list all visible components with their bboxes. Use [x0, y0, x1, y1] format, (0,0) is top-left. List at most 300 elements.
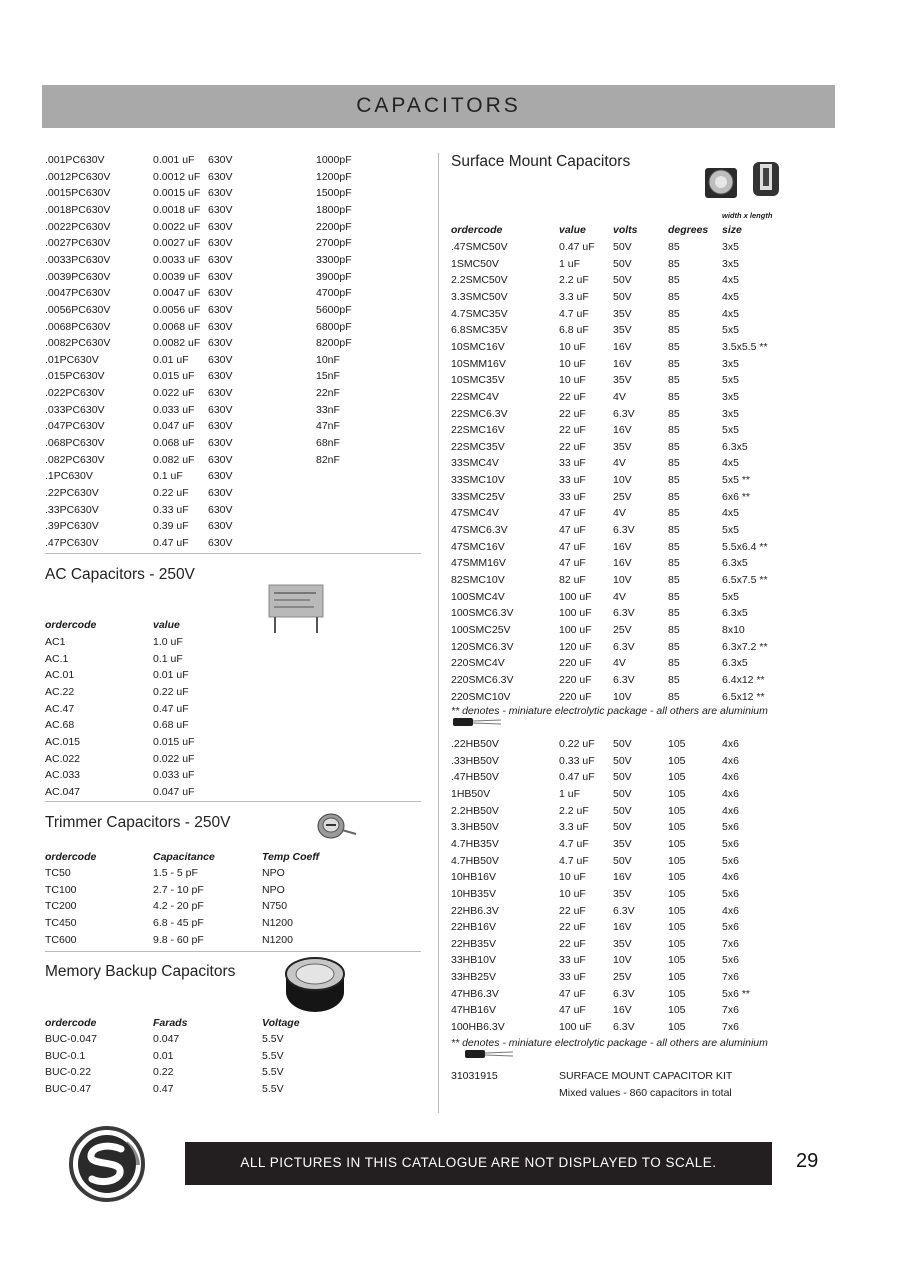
pc630-row-cell: 0.01 uF	[153, 353, 189, 366]
hb-row-cell: 105	[668, 954, 686, 967]
hb-row-cell: 16V	[613, 921, 632, 934]
smd-row-cell: 5x5 **	[722, 474, 751, 487]
hb-row-cell: 5x6	[722, 837, 739, 850]
column-header: ordercode	[45, 1017, 97, 1029]
hb-row-cell: 16V	[613, 871, 632, 884]
smd-row-cell: 220SMC10V	[451, 690, 511, 703]
smd-row-cell: 85	[668, 690, 680, 703]
smd-row-cell: 85	[668, 524, 680, 537]
pc630-row-cell: 4700pF	[316, 287, 352, 300]
hb-row-cell: 105	[668, 754, 686, 767]
hb-row-cell: 3.3 uF	[559, 821, 589, 834]
smd-row-cell: 47 uF	[559, 540, 586, 553]
ac-row-cell: AC.1	[45, 652, 69, 665]
hb-row-cell: 4.7HB50V	[451, 854, 499, 867]
pc630-row-cell: 0.0015 uF	[153, 187, 201, 200]
hb-row-cell: 50V	[613, 787, 632, 800]
pc630-row-cell: 0.0082 uF	[153, 337, 201, 350]
footer-bar	[185, 1142, 772, 1185]
column-header: size	[722, 224, 742, 236]
smd-row-cell: 5x5	[722, 590, 739, 603]
memory-row-cell: 5.5V	[262, 1082, 284, 1095]
smd-row-cell: 3x5	[722, 357, 739, 370]
pc630-row-cell: 630V	[208, 303, 233, 316]
pc630-row-cell: 0.22 uF	[153, 487, 189, 499]
pc630-row-cell: 0.0033 uF	[153, 253, 201, 266]
smd-row-cell: 6.5x7.5 **	[722, 574, 768, 586]
kit-description: Mixed values - 860 capacitors in total	[559, 1087, 732, 1099]
hb-row-cell: 105	[668, 804, 686, 817]
hb-row-cell: 10V	[613, 954, 632, 967]
smd-row-cell: 85	[668, 357, 680, 370]
smd-row-cell: 85	[668, 490, 680, 503]
hb-row-cell: 0.22 uF	[559, 738, 595, 750]
pc630-row-cell: 0.0018 uF	[153, 203, 201, 216]
hb-row-cell: 105	[668, 837, 686, 850]
ac-capacitor-image	[266, 583, 326, 635]
pc630-row-cell: 630V	[208, 387, 233, 400]
hb-row-cell: 50V	[613, 854, 632, 867]
memory-row-cell: BUC-0.047	[45, 1033, 97, 1045]
column-header: volts	[613, 224, 638, 236]
smd-row-cell: 50V	[613, 257, 632, 270]
memory-row-cell: 5.5V	[262, 1033, 284, 1045]
hb-row-cell: 100 uF	[559, 1021, 592, 1034]
smd-row-cell: 85	[668, 440, 680, 453]
hb-row-cell: 1HB50V	[451, 787, 491, 800]
smd-row-cell: 5x5	[722, 524, 739, 537]
hb-row-cell: 35V	[613, 937, 632, 950]
trimmer-row-cell: 1.5 - 5 pF	[153, 867, 198, 879]
pc630-row-cell: 630V	[208, 220, 233, 233]
hb-row-cell: 5x6	[722, 954, 739, 967]
pc630-row-cell: 630V	[208, 437, 233, 450]
hb-row-cell: 105	[668, 738, 686, 750]
pc630-row-cell: 0.0022 uF	[153, 220, 201, 233]
smd-row-cell: 3.5x5.5 **	[722, 340, 768, 353]
pc630-row-cell: 0.0068 uF	[153, 320, 201, 333]
smd-row-cell: 82 uF	[559, 574, 586, 586]
hb-row-cell: 33 uF	[559, 954, 586, 967]
smd-row-cell: 3x5	[722, 257, 739, 270]
smd-row-cell: 6.3x5	[722, 657, 748, 670]
hb-row-cell: 5x6	[722, 887, 739, 900]
pc630-row-cell: 33nF	[316, 403, 340, 416]
trimmer-row-cell: TC100	[45, 883, 77, 896]
hb-row-cell: 0.33 uF	[559, 754, 595, 767]
column-header: degrees	[668, 224, 709, 236]
smd-row-cell: 85	[668, 540, 680, 553]
pc630-row-cell: .022PC630V	[45, 387, 105, 400]
smd-row-cell: 85	[668, 457, 680, 470]
smd-row-cell: 50V	[613, 241, 632, 253]
ac-row-cell: AC.22	[45, 685, 75, 698]
smd-row-cell: 5.5x6.4 **	[722, 540, 768, 553]
ac-row-cell: AC.68	[45, 719, 75, 732]
smd-row-cell: 100 uF	[559, 607, 592, 620]
smd-row-cell: 2.2 uF	[559, 274, 589, 287]
smd-row-cell: 6.3x5	[722, 607, 748, 620]
hb-row-cell: 6.3V	[613, 1021, 635, 1034]
smd-row-cell: 220SMC4V	[451, 657, 505, 670]
smd-row-cell: 1 uF	[559, 257, 581, 270]
hb-row-cell: 5x6 **	[722, 987, 751, 1000]
smd-row-cell: 82SMC10V	[451, 574, 505, 586]
pc630-row-cell: 2700pF	[316, 237, 352, 250]
pc630-row-cell: 8200pF	[316, 337, 352, 350]
pc630-row-cell: 630V	[208, 503, 233, 516]
smd-row-cell: 6.4x12 **	[722, 673, 765, 686]
smd-row-cell: 33SMC25V	[451, 490, 505, 503]
section-title-memory: Memory Backup Capacitors	[45, 963, 236, 980]
smd-row-cell: 4V	[613, 457, 626, 470]
smd-row-cell: 35V	[613, 440, 632, 453]
pc630-row-cell: .0056PC630V	[45, 303, 111, 316]
hb-row-cell: 4x6	[722, 738, 739, 750]
column-header: value	[153, 619, 180, 631]
smd-row-cell: 85	[668, 590, 680, 603]
smd-row-cell: 6.3V	[613, 407, 635, 420]
hb-row-cell: 7x6	[722, 1004, 739, 1017]
hb-row-cell: 105	[668, 787, 686, 800]
smd-row-cell: 6.3V	[613, 673, 635, 686]
hb-row-cell: 47HB6.3V	[451, 987, 499, 1000]
smd-row-cell: 47 uF	[559, 524, 586, 537]
pc630-row-cell: 630V	[208, 237, 233, 250]
smd-row-cell: 6.8 uF	[559, 324, 589, 337]
pc630-row-cell: .0082PC630V	[45, 337, 111, 350]
smd-row-cell: 85	[668, 324, 680, 337]
pc630-row-cell: 22nF	[316, 387, 340, 400]
smd-row-cell: 85	[668, 507, 680, 520]
memory-backup-capacitor-image	[283, 956, 347, 1014]
hb-row-cell: 22 uF	[559, 904, 586, 917]
pc630-row-cell: 630V	[208, 370, 233, 383]
smd-row-cell: 8x10	[722, 623, 745, 636]
hb-row-cell: 7x6	[722, 1021, 739, 1034]
smd-row-cell: 10 uF	[559, 357, 586, 370]
smd-row-cell: 3.3SMC50V	[451, 290, 508, 303]
pc630-row-cell: .0012PC630V	[45, 170, 111, 183]
smd-row-cell: 2.2SMC50V	[451, 274, 508, 287]
smd-row-cell: 85	[668, 474, 680, 487]
pc630-row-cell: .1PC630V	[45, 470, 93, 483]
column-divider	[438, 153, 439, 1113]
pc630-row-cell: 0.082 uF	[153, 453, 195, 466]
hb-row-cell: 25V	[613, 971, 632, 984]
smd-row-cell: 220 uF	[559, 673, 592, 686]
pc630-row-cell: 15nF	[316, 370, 340, 383]
smd-row-cell: 35V	[613, 307, 632, 320]
smd-row-cell: 10SMC35V	[451, 374, 505, 387]
hb-row-cell: .22HB50V	[451, 738, 499, 750]
smd-row-cell: 4x5	[722, 457, 739, 470]
smd-row-cell: 22 uF	[559, 440, 586, 453]
hb-row-cell: 22HB35V	[451, 937, 496, 950]
pc630-row-cell: 5600pF	[316, 303, 352, 316]
kit-code: 31031915	[451, 1070, 498, 1082]
hb-row-cell: 4.7 uF	[559, 854, 589, 867]
smd-row-cell: 85	[668, 274, 680, 287]
smd-row-cell: 85	[668, 673, 680, 686]
pc630-row-cell: .0047PC630V	[45, 287, 111, 300]
smd-row-cell: 85	[668, 607, 680, 620]
memory-row-cell: 5.5V	[262, 1066, 284, 1079]
pc630-row-cell: 47nF	[316, 420, 340, 433]
smd-row-cell: 85	[668, 557, 680, 570]
smd-row-cell: 10 uF	[559, 374, 586, 387]
pc630-row-cell: .39PC630V	[45, 520, 99, 533]
smd-row-cell: 50V	[613, 274, 632, 287]
smd-row-cell: 25V	[613, 490, 632, 503]
pc630-row-cell: 0.047 uF	[153, 420, 195, 433]
smd-row-cell: 4x5	[722, 507, 739, 520]
hb-row-cell: 10 uF	[559, 871, 586, 884]
pc630-row-cell: 630V	[208, 187, 233, 200]
smd-row-cell: 47 uF	[559, 557, 586, 570]
ac-row-cell: 0.047 uF	[153, 785, 195, 798]
smd-row-cell: 6.8SMC35V	[451, 324, 508, 337]
electrolytic-capacitor-image	[452, 716, 502, 728]
hb-row-cell: 5x6	[722, 921, 739, 934]
smd-row-cell: 16V	[613, 540, 632, 553]
smd-row-cell: 22 uF	[559, 424, 586, 437]
hb-row-cell: 10HB35V	[451, 887, 496, 900]
package-note: ** denotes - miniature electrolytic package - all others are aluminium	[451, 705, 768, 717]
pc630-row-cell: 0.015 uF	[153, 370, 195, 383]
smd-row-cell: 6.3V	[613, 607, 635, 620]
electrolytic-capacitor-image-2	[464, 1048, 514, 1060]
smd-row-cell: 35V	[613, 374, 632, 387]
smd-row-cell: 5x5	[722, 324, 739, 337]
pc630-row-cell: 630V	[208, 453, 233, 466]
smd-row-cell: 33 uF	[559, 474, 586, 487]
hb-row-cell: 2.2HB50V	[451, 804, 499, 817]
pc630-row-cell: 630V	[208, 403, 233, 416]
pc630-row-cell: 630V	[208, 520, 233, 533]
trimmer-row-cell: N1200	[262, 916, 293, 929]
hb-row-cell: 35V	[613, 837, 632, 850]
pc630-row-cell: 0.39 uF	[153, 520, 189, 533]
smd-row-cell: 16V	[613, 557, 632, 570]
column-header: Voltage	[262, 1017, 300, 1029]
page-title: CAPACITORS	[356, 94, 521, 117]
pc630-row-cell: 0.1 uF	[153, 470, 183, 483]
pc630-row-cell: .047PC630V	[45, 420, 105, 433]
smd-row-cell: 6.3V	[613, 640, 635, 653]
smd-row-cell: 33 uF	[559, 490, 586, 503]
pc630-row-cell: 0.0027 uF	[153, 237, 201, 250]
hb-row-cell: 10HB16V	[451, 871, 496, 884]
hb-row-cell: 105	[668, 871, 686, 884]
hb-row-cell: 35V	[613, 887, 632, 900]
pc630-row-cell: .0033PC630V	[45, 253, 111, 266]
hb-row-cell: 105	[668, 971, 686, 984]
pc630-row-cell: 3900pF	[316, 270, 352, 283]
pc630-row-cell: 0.0039 uF	[153, 270, 201, 283]
smd-row-cell: 10V	[613, 474, 632, 487]
hb-row-cell: 4x6	[722, 787, 739, 800]
smd-row-cell: 10V	[613, 690, 632, 703]
smd-row-cell: 85	[668, 574, 680, 586]
smd-row-cell: 6.3x5	[722, 440, 748, 453]
ac-row-cell: 0.47 uF	[153, 702, 189, 715]
hb-row-cell: 47 uF	[559, 1004, 586, 1017]
memory-row-cell: BUC-0.47	[45, 1082, 92, 1095]
hb-row-cell: 16V	[613, 1004, 632, 1017]
hb-row-cell: 50V	[613, 771, 632, 784]
trimmer-capacitor-image	[314, 810, 358, 844]
smd-row-cell: 10 uF	[559, 340, 586, 353]
ac-row-cell: AC1	[45, 636, 66, 648]
pc630-row-cell: 630V	[208, 487, 233, 499]
pc630-row-cell: .01PC630V	[45, 353, 99, 366]
pc630-row-cell: 1000pF	[316, 154, 352, 166]
smd-row-cell: 33SMC10V	[451, 474, 505, 487]
smd-row-cell: 85	[668, 640, 680, 653]
trimmer-row-cell: NPO	[262, 867, 285, 879]
trimmer-row-cell: TC200	[45, 900, 77, 913]
smd-row-cell: 47SMC4V	[451, 507, 499, 520]
hb-row-cell: 105	[668, 887, 686, 900]
smd-row-cell: 47SMC16V	[451, 540, 505, 553]
smd-row-cell: 85	[668, 257, 680, 270]
pc630-row-cell: .0068PC630V	[45, 320, 111, 333]
smd-row-cell: 6.5x12 **	[722, 690, 765, 703]
hb-row-cell: 22HB16V	[451, 921, 496, 934]
hb-row-cell: 105	[668, 854, 686, 867]
column-header: ordercode	[45, 619, 97, 631]
smd-row-cell: 22 uF	[559, 390, 586, 403]
ac-row-cell: 0.033 uF	[153, 769, 195, 782]
pc630-row-cell: 0.33 uF	[153, 503, 189, 516]
pc630-row-cell: 630V	[208, 170, 233, 183]
pc630-row-cell: .082PC630V	[45, 453, 105, 466]
hb-row-cell: 22 uF	[559, 921, 586, 934]
smd-capacitor-image	[703, 160, 783, 202]
smd-row-cell: 5x5	[722, 424, 739, 437]
hb-row-cell: 6.3V	[613, 987, 635, 1000]
hb-row-cell: 3.3HB50V	[451, 821, 499, 834]
pc630-row-cell: 68nF	[316, 437, 340, 450]
hb-row-cell: 4x6	[722, 754, 739, 767]
pc630-row-cell: 1500pF	[316, 187, 352, 200]
smd-row-cell: 85	[668, 374, 680, 387]
pc630-row-cell: .22PC630V	[45, 487, 99, 499]
section-title-smd: Surface Mount Capacitors	[451, 153, 631, 170]
smd-row-cell: 4.7 uF	[559, 307, 589, 320]
brand-logo	[68, 1125, 150, 1203]
smd-row-cell: 220SMC6.3V	[451, 673, 514, 686]
smd-row-cell: 47SMM16V	[451, 557, 506, 570]
hb-row-cell: 4.7 uF	[559, 837, 589, 850]
hb-row-cell: 105	[668, 1021, 686, 1034]
hb-row-cell: 4x6	[722, 871, 739, 884]
trimmer-row-cell: 2.7 - 10 pF	[153, 883, 204, 896]
pc630-row-cell: 630V	[208, 337, 233, 350]
hb-row-cell: 33HB25V	[451, 971, 496, 984]
hb-row-cell: 105	[668, 921, 686, 934]
column-header: Capacitance	[153, 851, 215, 863]
ac-row-cell: AC.033	[45, 769, 81, 782]
smd-row-cell: 85	[668, 390, 680, 403]
hb-row-cell: 22HB6.3V	[451, 904, 499, 917]
smd-row-cell: 3x5	[722, 390, 739, 403]
section-divider	[45, 553, 421, 554]
hb-row-cell: 105	[668, 1004, 686, 1017]
memory-row-cell: BUC-0.22	[45, 1066, 92, 1079]
pc630-row-cell: 630V	[208, 420, 233, 433]
hb-row-cell: 0.47 uF	[559, 771, 595, 784]
hb-row-cell: 7x6	[722, 971, 739, 984]
pc630-row-cell: 0.47 uF	[153, 536, 189, 549]
smd-row-cell: 6.3x7.2 **	[722, 640, 768, 653]
hb-row-cell: 33HB10V	[451, 954, 496, 967]
pc630-row-cell: .33PC630V	[45, 503, 99, 516]
footer-disclaimer: ALL PICTURES IN THIS CATALOGUE ARE NOT DISPLAYED TO SCALE.	[240, 1155, 717, 1170]
ac-row-cell: 0.01 uF	[153, 669, 189, 682]
column-header: value	[559, 224, 586, 236]
trimmer-row-cell: TC50	[45, 867, 71, 879]
smd-row-cell: 4V	[613, 507, 626, 520]
ac-row-cell: 0.68 uF	[153, 719, 189, 732]
hb-row-cell: 2.2 uF	[559, 804, 589, 817]
smd-row-cell: 22SMC16V	[451, 424, 505, 437]
smd-row-cell: 10V	[613, 574, 632, 586]
smd-row-cell: 50V	[613, 290, 632, 303]
smd-row-cell: 85	[668, 290, 680, 303]
section-divider	[45, 801, 421, 802]
smd-row-cell: 10SMC16V	[451, 340, 505, 353]
trimmer-row-cell: TC450	[45, 916, 77, 929]
trimmer-row-cell: 9.8 - 60 pF	[153, 933, 204, 946]
section-title-ac: AC Capacitors - 250V	[45, 566, 195, 583]
smd-row-cell: 33 uF	[559, 457, 586, 470]
hb-row-cell: 100HB6.3V	[451, 1021, 505, 1034]
pc630-row-cell: 0.033 uF	[153, 403, 195, 416]
pc630-row-cell: 630V	[208, 270, 233, 283]
smd-row-cell: 85	[668, 407, 680, 420]
smd-row-cell: .47SMC50V	[451, 241, 508, 253]
section-divider	[45, 951, 421, 952]
pc630-row-cell: 3300pF	[316, 253, 352, 266]
ac-row-cell: 0.1 uF	[153, 652, 183, 665]
hb-row-cell: 105	[668, 987, 686, 1000]
pc630-row-cell: .0018PC630V	[45, 203, 111, 216]
smd-row-cell: 85	[668, 657, 680, 670]
hb-row-cell: 5x6	[722, 854, 739, 867]
pc630-row-cell: 82nF	[316, 453, 340, 466]
hb-row-cell: .47HB50V	[451, 771, 499, 784]
smd-row-cell: 33SMC4V	[451, 457, 499, 470]
smd-row-cell: 6.3x5	[722, 557, 748, 570]
pc630-row-cell: 630V	[208, 154, 233, 166]
smd-row-cell: 22SMC4V	[451, 390, 499, 403]
page-banner	[42, 85, 835, 128]
pc630-row-cell: 0.022 uF	[153, 387, 195, 400]
hb-row-cell: 4.7HB35V	[451, 837, 499, 850]
smd-row-cell: 35V	[613, 324, 632, 337]
trimmer-row-cell: TC600	[45, 933, 77, 946]
column-header: Farads	[153, 1017, 188, 1029]
column-header: ordercode	[451, 224, 503, 236]
smd-row-cell: 220 uF	[559, 690, 592, 703]
smd-row-cell: 4V	[613, 590, 626, 603]
hb-row-cell: 5x6	[722, 821, 739, 834]
pc630-row-cell: 630V	[208, 287, 233, 300]
smd-row-cell: 25V	[613, 623, 632, 636]
smd-row-cell: 3x5	[722, 241, 739, 253]
